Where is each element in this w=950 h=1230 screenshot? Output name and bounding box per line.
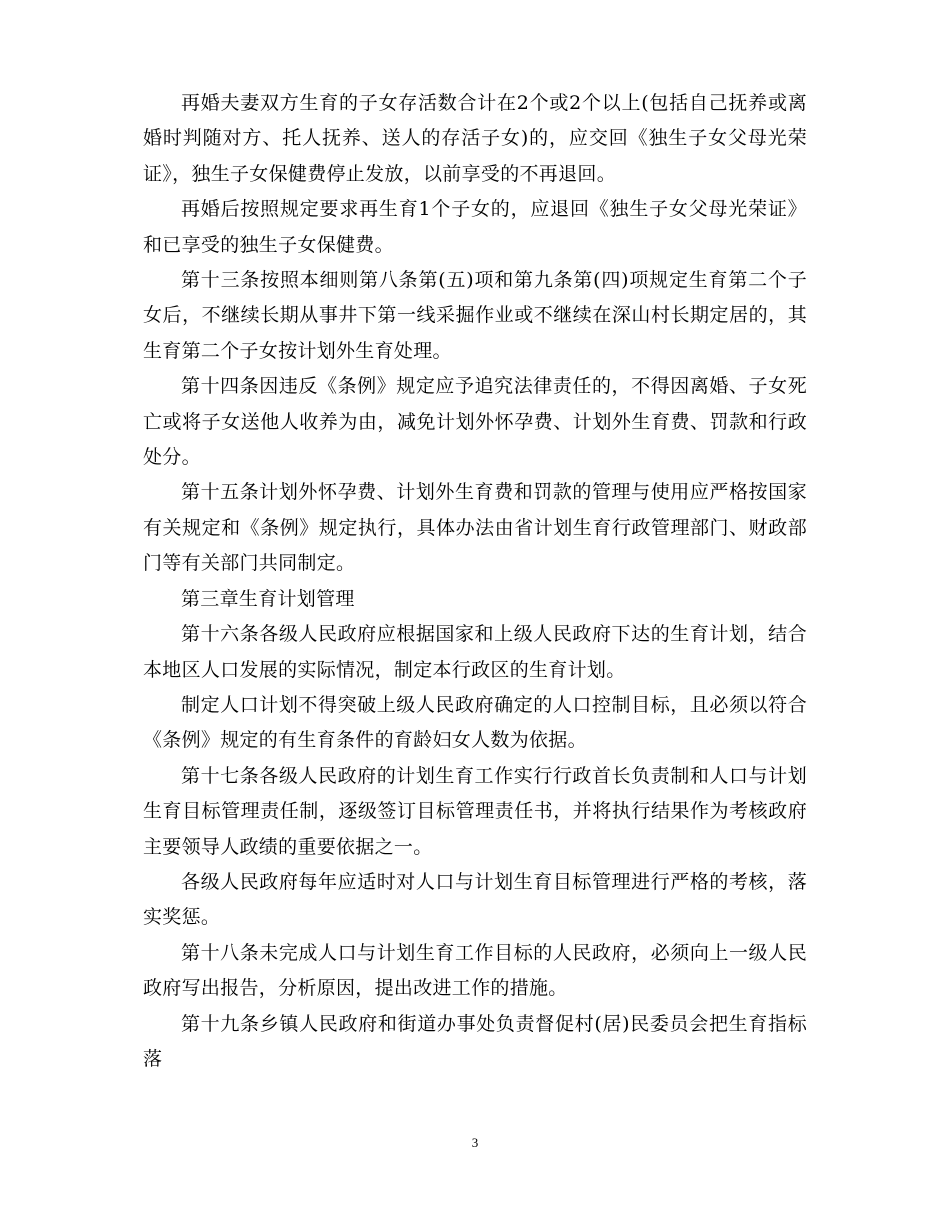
paragraph-9: 第十七条各级人民政府的计划生育工作实行行政首长负责制和人口与计划生育目标管理责任制，逐级签订目标管理责任书，并将执行结果作为考核政府主要领导人政绩的重要依据之一。 [143,764,807,858]
chapter-heading: 第三章生育计划管理 [181,587,355,610]
paragraph-1: 再婚夫妻双方生育的子女存活数合计在2个或2个以上(包括自己抚养或离婚时判随对方、托人抚养、送人的存活子女)的，应交回《独生子女父母光荣证》，独生子女保健费停止发放，以前享受的不再退回。 [143,92,807,185]
paragraph-3: 第十三条按照本细则第八条第(五)项和第九条第(四)项规定生育第二个子女后，不继续长期从事井下第一线采掘作业或不继续在深山村长期定居的，其生育第二个子女按计划外生育处理。 [143,269,807,362]
page-number: 3 [471,1135,479,1150]
paragraph-7: 第十六条各级人民政府应根据国家和上级人民政府下达的生育计划，结合本地区人口发展的实际情况，制定本行政区的生育计划。 [143,623,807,681]
paragraph-2: 再婚后按照规定要求再生育1个子女的，应退回《独生子女父母光荣证》和已享受的独生子女保健费。 [143,198,807,256]
paragraph-11: 第十八条未完成人口与计划生育工作目标的人民政府，必须向上一级人民政府写出报告，分析原因，提出改进工作的措施。 [143,941,807,1000]
paragraph-5: 第十五条计划外怀孕费、计划外生育费和罚款的管理与使用应严格按国家有关规定和《条例》规定执行，具体办法由省计划生育行政管理部门、财政部门等有关部门共同制定。 [143,481,807,575]
paragraph-4: 第十四条因违反《条例》规定应予追究法律责任的，不得因离婚、子女死亡或将子女送他人收养为由，减免计划外怀孕费、计划外生育费、罚款和行政处分。 [143,375,807,469]
document-body [143,86,807,1077]
paragraph-8: 制定人口计划不得突破上级人民政府确定的人口控制目标，且必须以符合《条例》规定的有生育条件的育龄妇女人数为依据。 [143,693,807,752]
paragraph-12: 第十九条乡镇人民政府和街道办事处负责督促村(居)民委员会把生育指标落 [143,1012,807,1070]
paragraph-10: 各级人民政府每年应适时对人口与计划生育目标管理进行严格的考核，落实奖惩。 [143,870,807,929]
